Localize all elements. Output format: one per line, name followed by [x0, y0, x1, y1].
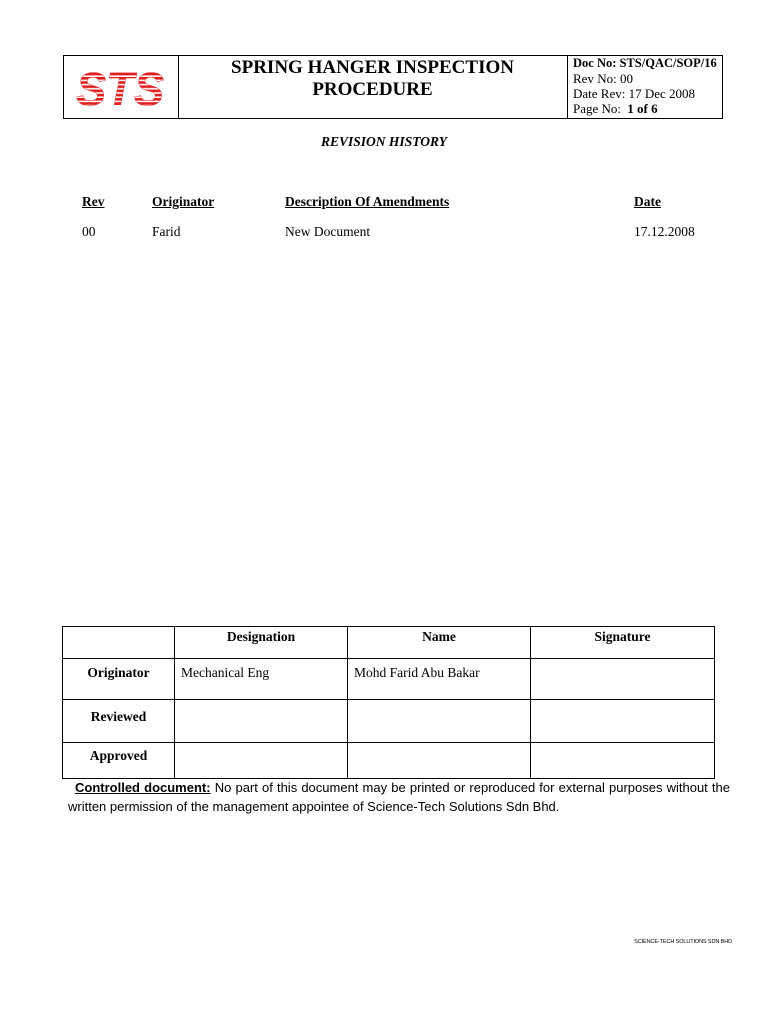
row-date: 17.12.2008 [634, 224, 695, 239]
approved-signature [531, 743, 715, 779]
row-rev: 00 [82, 224, 96, 239]
row-description: New Document [285, 224, 371, 239]
row-originator: Farid [152, 224, 181, 239]
approved-name [348, 743, 531, 779]
reviewed-designation [175, 700, 348, 743]
rev-no: Rev No: 00 [573, 71, 633, 86]
reviewed-name [348, 700, 531, 743]
logo-cell [64, 56, 179, 118]
date-rev: Date Rev: 17 Dec 2008 [573, 86, 696, 101]
logo-text: STS [76, 63, 165, 115]
col-originator: Originator [152, 194, 215, 209]
signoff-header-row [63, 627, 715, 659]
sts-logo [64, 56, 178, 118]
signoff-corner [63, 627, 175, 659]
document-meta [569, 56, 722, 118]
col-name: Name [348, 627, 531, 659]
doc-no: Doc No: STS/QAC/SOP/16 [573, 56, 717, 70]
col-date: Date [634, 194, 661, 209]
table-row [63, 659, 715, 700]
table-row [63, 700, 715, 743]
document-header [63, 55, 723, 119]
page-no-label: Page No: [573, 101, 622, 116]
reviewed-signature [531, 700, 715, 743]
role-originator: Originator [63, 659, 175, 700]
col-signature: Signature [531, 627, 715, 659]
approved-designation [175, 743, 348, 779]
originator-signature [531, 659, 715, 700]
col-rev: Rev [82, 194, 105, 209]
signoff-table [62, 626, 715, 779]
role-reviewed: Reviewed [63, 700, 175, 743]
page-no [573, 101, 722, 116]
revision-history-title: REVISION HISTORY [321, 134, 447, 149]
col-designation: Designation [175, 627, 348, 659]
originator-designation: Mechanical Eng [175, 659, 348, 700]
document-title [178, 56, 568, 118]
role-approved: Approved [63, 743, 175, 779]
footer-company: SCIENCE-TECH SOLUTIONS SDN BHD [634, 939, 732, 945]
controlled-document-notice [68, 778, 730, 816]
controlled-document-text: No part of this document may be printed or reproduced for external purposes without the written permission of the management appointee of Science-Tech Solutions Sdn Bhd. [68, 780, 731, 814]
page-no-value: 1 of 6 [627, 101, 658, 116]
controlled-document-label: Controlled document: [75, 780, 211, 795]
originator-name: Mohd Farid Abu Bakar [348, 659, 531, 700]
col-description: Description Of Amendments [285, 194, 450, 209]
table-row [63, 743, 715, 779]
title-line-1: SPRING HANGER INSPECTION [231, 57, 514, 78]
title-line-2: PROCEDURE [312, 79, 433, 100]
